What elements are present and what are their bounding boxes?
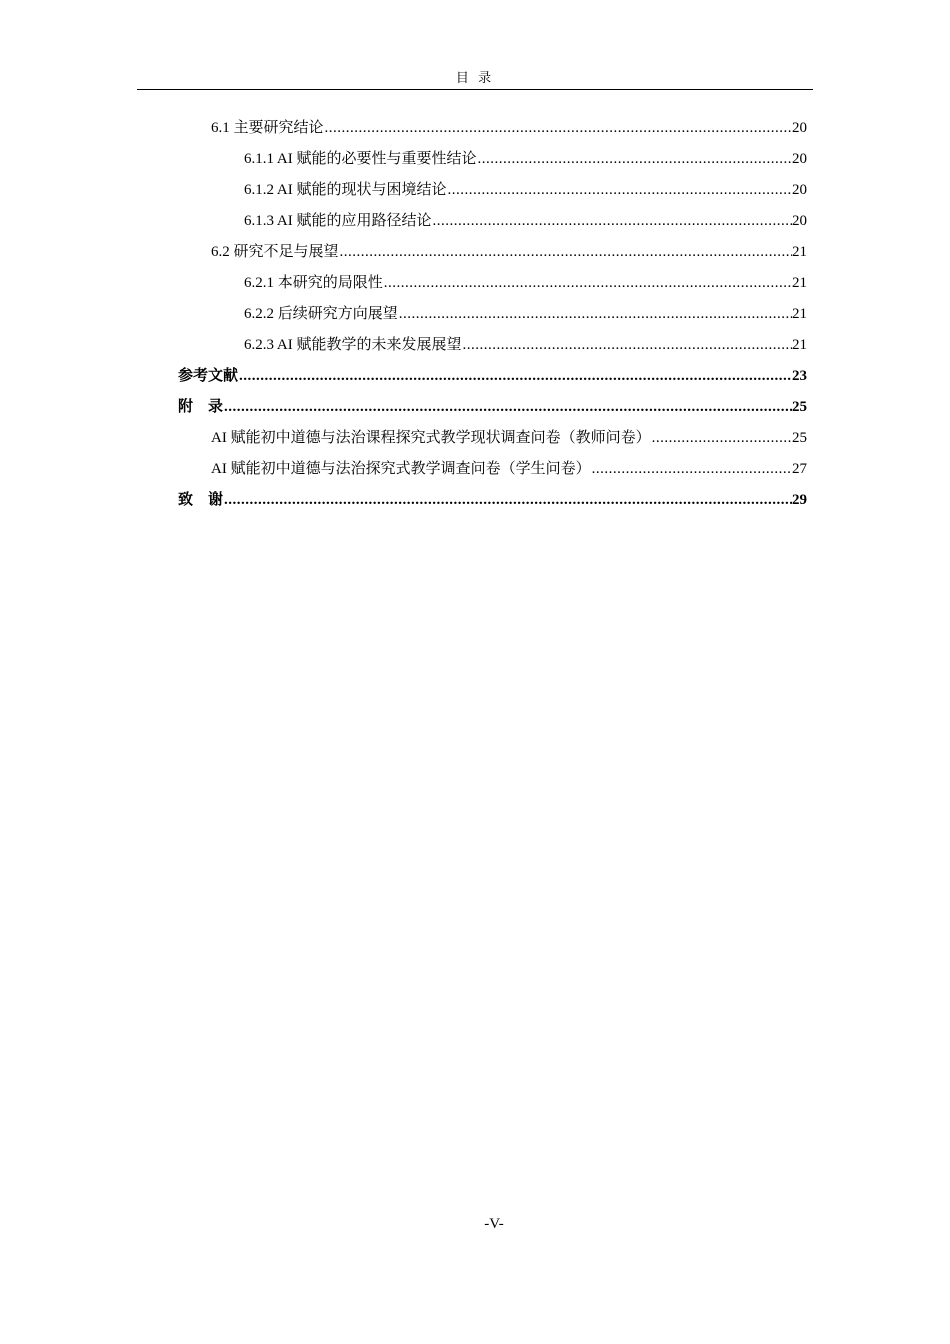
toc-entry-title: 附 录	[178, 399, 224, 415]
toc-dot-leader	[652, 425, 792, 451]
toc-entry[interactable]	[244, 208, 807, 234]
toc-dot-leader	[239, 363, 792, 389]
toc-dot-leader	[399, 301, 792, 327]
toc-entry-page: 27	[792, 461, 807, 477]
toc-entry[interactable]	[244, 301, 807, 327]
toc-entry-title: 参考文献	[178, 368, 239, 384]
toc-entry-title: 6.1.3 AI 赋能的应用路径结论	[244, 213, 432, 229]
toc-dot-leader	[448, 177, 792, 203]
toc-dot-leader	[478, 146, 792, 172]
toc-entry-page: 29	[792, 492, 807, 508]
toc-entry-title: 6.1.1 AI 赋能的必要性与重要性结论	[244, 151, 477, 167]
toc-entry-title: 6.1 主要研究结论	[211, 120, 324, 136]
toc-entry[interactable]	[211, 456, 807, 482]
toc-entry[interactable]	[244, 146, 807, 172]
header-rule	[137, 89, 813, 90]
toc-entry-page: 23	[792, 368, 807, 384]
toc-entry-title: 6.1.2 AI 赋能的现状与困境结论	[244, 182, 447, 198]
toc-entry[interactable]	[178, 487, 807, 513]
toc-entry-title: 6.2.1 本研究的局限性	[244, 275, 383, 291]
toc-dot-leader	[224, 487, 792, 513]
toc-entry-page: 25	[792, 399, 807, 415]
toc-entry-page: 20	[792, 151, 807, 167]
toc-entry-title: AI 赋能初中道德与法治课程探究式教学现状调查问卷（教师问卷）	[211, 430, 651, 446]
toc-entry[interactable]	[211, 425, 807, 451]
toc-entry-page: 20	[792, 213, 807, 229]
toc-entry-page: 21	[792, 306, 807, 322]
toc-dot-leader	[463, 332, 792, 358]
toc-entry-page: 21	[792, 275, 807, 291]
toc-entry-page: 20	[792, 182, 807, 198]
toc-entry-page: 20	[792, 120, 807, 136]
toc-entry[interactable]	[178, 394, 807, 420]
toc-entry[interactable]	[178, 363, 807, 389]
toc-entry[interactable]	[244, 332, 807, 358]
toc-entry[interactable]	[244, 177, 807, 203]
toc-entry-title: 6.2.2 后续研究方向展望	[244, 306, 398, 322]
toc-dot-leader	[384, 270, 792, 296]
running-header: 目 录	[455, 70, 495, 85]
toc-entry-title: 6.2.3 AI 赋能教学的未来发展展望	[244, 337, 462, 353]
toc-dot-leader	[340, 239, 792, 265]
toc-entry-page: 21	[792, 337, 807, 353]
toc-dot-leader	[433, 208, 792, 234]
toc-entry[interactable]	[244, 270, 807, 296]
toc-entry-page: 21	[792, 244, 807, 260]
toc-dot-leader	[592, 456, 792, 482]
toc-dot-leader	[224, 394, 792, 420]
toc-entry-title: 6.2 研究不足与展望	[211, 244, 339, 260]
toc-entry[interactable]	[211, 115, 807, 141]
toc-entry-title: 致 谢	[178, 492, 224, 508]
toc-entry-title: AI 赋能初中道德与法治探究式教学调查问卷（学生问卷）	[211, 461, 591, 477]
toc-entry[interactable]	[211, 239, 807, 265]
page-number: -V-	[484, 1216, 504, 1232]
toc-dot-leader	[325, 115, 792, 141]
toc-entry-page: 25	[792, 430, 807, 446]
